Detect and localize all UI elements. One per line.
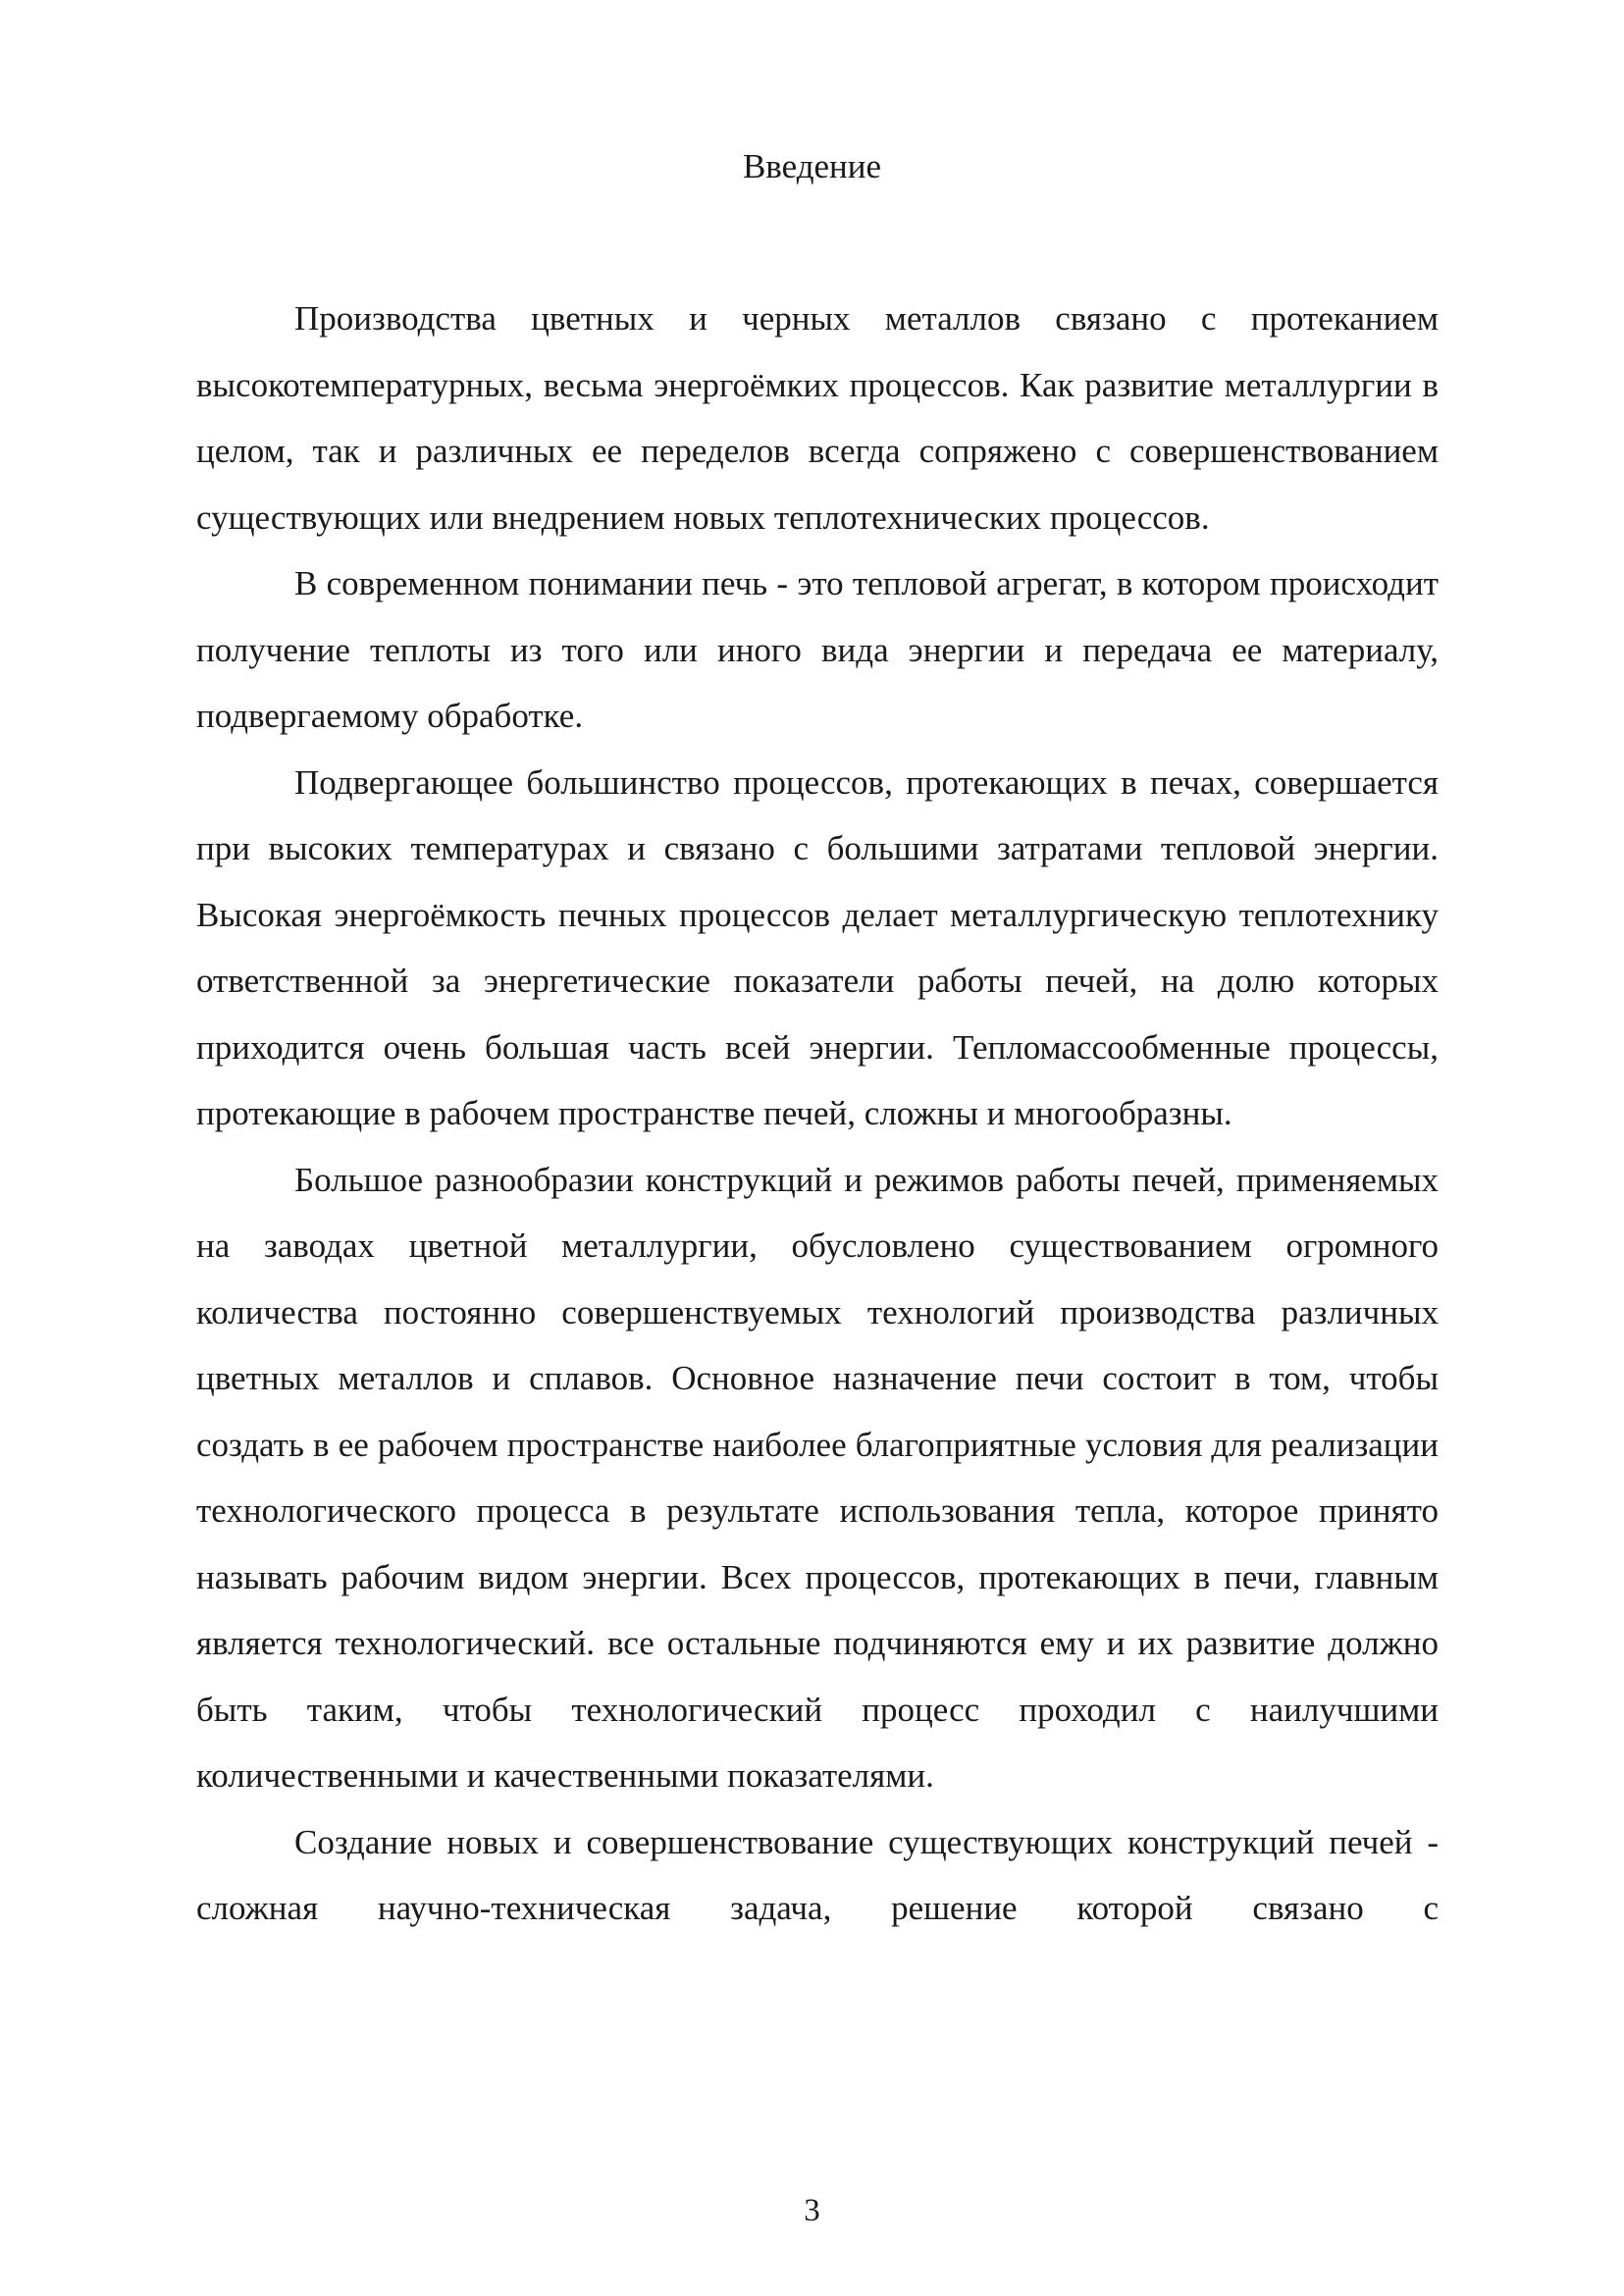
paragraph-4: Большое разнообразии конструкций и режимов работы печей, применяемых на заводах цветной металлургии, обусловлено существованием огромного количества постоянно совершенствуемых технологий производства различных цветных металлов и сплавов. Основное назначение печи состоит в том, чтобы создать в ее рабочем пространстве наиболее благоприятные условия для реализации технологического процесса в результате использования тепла, которое принято называть рабочим видом энергии. Всех процессов, протекающих в печи, главным является технологический. все остальные подчиняются ему и их развитие должно быть таким, чтобы технологический процесс проходил с наилучшими количественными и качественными показателями. [196, 1160, 1439, 1795]
paragraph-2: В современном понимании печь - это тепловой агрегат, в котором происходит получение теплоты из того или иного вида энергии и передача ее материалу, подвергаемому обработке. [196, 564, 1439, 735]
page-title: Введение [742, 147, 882, 185]
paragraph-5: Создание новых и совершенствование существующих конструкций печей - сложная научно-техническая задача, решение которой связано с [196, 1822, 1439, 1927]
paragraph-1: Производства цветных и черных металлов связано с протеканием высокотемпературных, весьма энергоёмких процессов. Как развитие металлургии в целом, так и различных ее переделов всегда сопряжено с совершенствованием существующих или внедрением новых теплотехнических процессов. [196, 299, 1439, 537]
paragraph-3: Подвергающее большинство процессов, протекающих в печах, совершается при высоких температурах и связано с большими затратами тепловой энергии. Высокая энергоёмкость печных процессов делает металлургическую теплотехнику ответственной за энергетические показатели работы печей, на долю которых приходится очень большая часть всей энергии. Тепломассообменные процессы, протекающие в рабочем пространстве печей, сложны и многообразны. [196, 762, 1439, 1132]
page-number: 3 [804, 2193, 820, 2228]
document-body [196, 286, 1439, 1942]
